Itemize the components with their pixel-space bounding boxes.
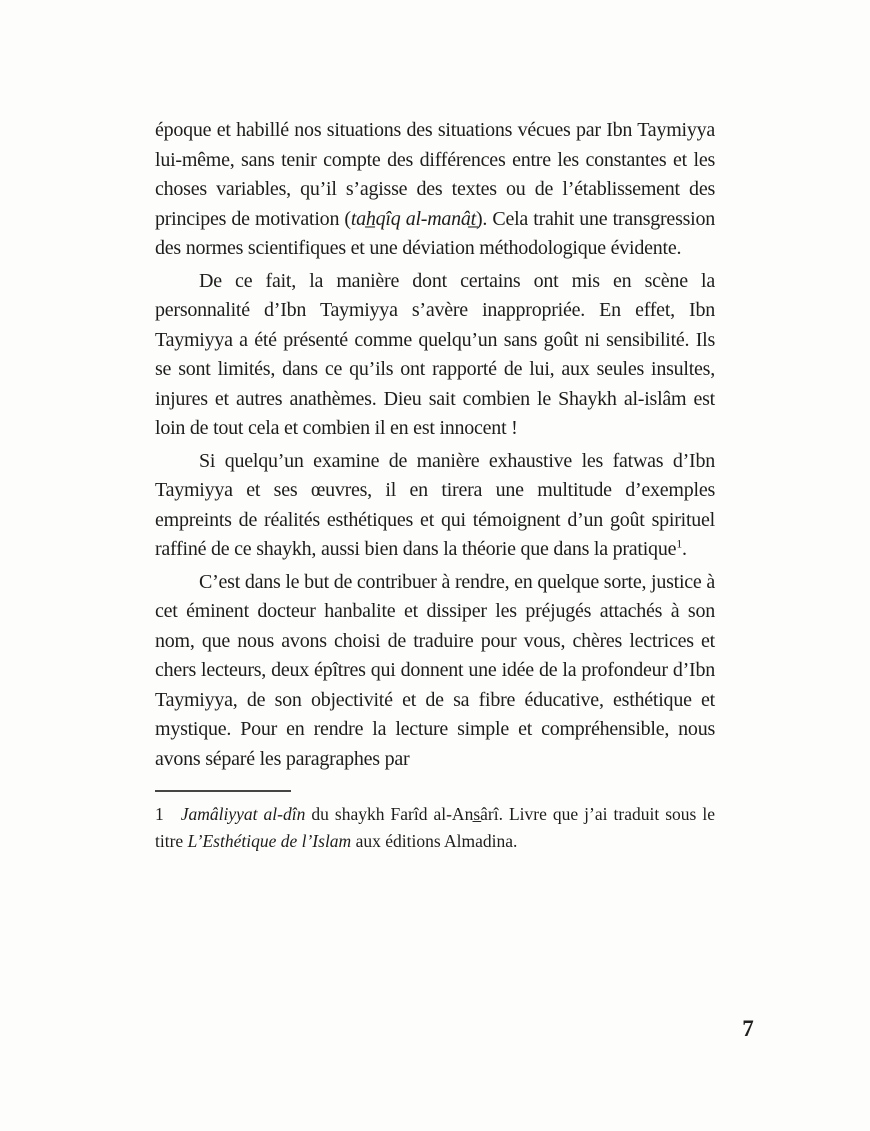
footnote-text: aux éditions Almadina.: [351, 830, 518, 851]
paragraph-text: époque et habillé nos situations des situations vécues par Ibn Taymiyya lui-même, sans tenir compte des différences entre les constantes et les choses variables, qu’il s’agisse des textes ou de l’établissement des principes de motivation (: [155, 119, 715, 230]
book-title-italic: Jamâliyyat al-dîn: [180, 804, 306, 824]
footnote-separator: [155, 790, 291, 792]
footnote: [155, 801, 715, 854]
book-title-italic: L’Esthétique de l’Islam: [187, 830, 352, 851]
arabic-term-italic: tah̲qîq al-manât̲: [350, 207, 476, 230]
paragraph: De ce fait, la manière dont certains ont mis en scène la personnalité d’Ibn Taymiyya s’avère inappropriée. En effet, Ibn Taymiyya a été présenté comme quelqu’un sans goût ni sensibilité. Ils se sont limités, dans ce qu’ils ont rapporté de lui, aux seules insultes, injures et autres anathèmes. Dieu sait combien le Shaykh al-islâm est loin de tout cela et combien il en est innocent !: [155, 269, 715, 439]
footnote-area: [155, 790, 715, 854]
paragraph-text: Si quelqu’un examine de manière exhaustive les fatwas d’Ibn Taymiyya et ses œuvres, il en tirera une multitude d’exemples empreints de réalités esthétiques et qui témoignent d’un goût spirituel raffiné de ce shaykh, aussi bien dans la théorie que dans la pratique: [155, 449, 715, 560]
paragraph: [155, 447, 715, 565]
footnote-reference: 1: [676, 536, 682, 551]
paragraph-text: .: [681, 538, 687, 560]
footnote-text: du shaykh Farîd al-Ans̲ârî. Livre que j’ai traduit sous le titre: [155, 804, 716, 851]
paragraph-text: ). Cela trahit une transgression des normes scientifiques et une déviation méthodologique évidente.: [155, 207, 715, 259]
main-text-block: [155, 116, 715, 854]
page-number: 7: [742, 1016, 754, 1041]
footnote-number: 1: [155, 804, 164, 824]
paragraph: [155, 116, 715, 264]
paragraph: C’est dans le but de contribuer à rendre, en quelque sorte, justice à cet éminent docteur hanbalite et dissiper les préjugés attachés à son nom, que nous avons choisi de traduire pour vous, chères lectrices et chers lecteurs, deux épîtres qui donnent une idée de la profondeur d’Ibn Taymiyya, de son objectivité et de sa fibre éducative, esthétique et mystique. Pour en rendre la lecture simple et compréhensible, nous avons séparé les paragraphes par: [155, 570, 715, 770]
